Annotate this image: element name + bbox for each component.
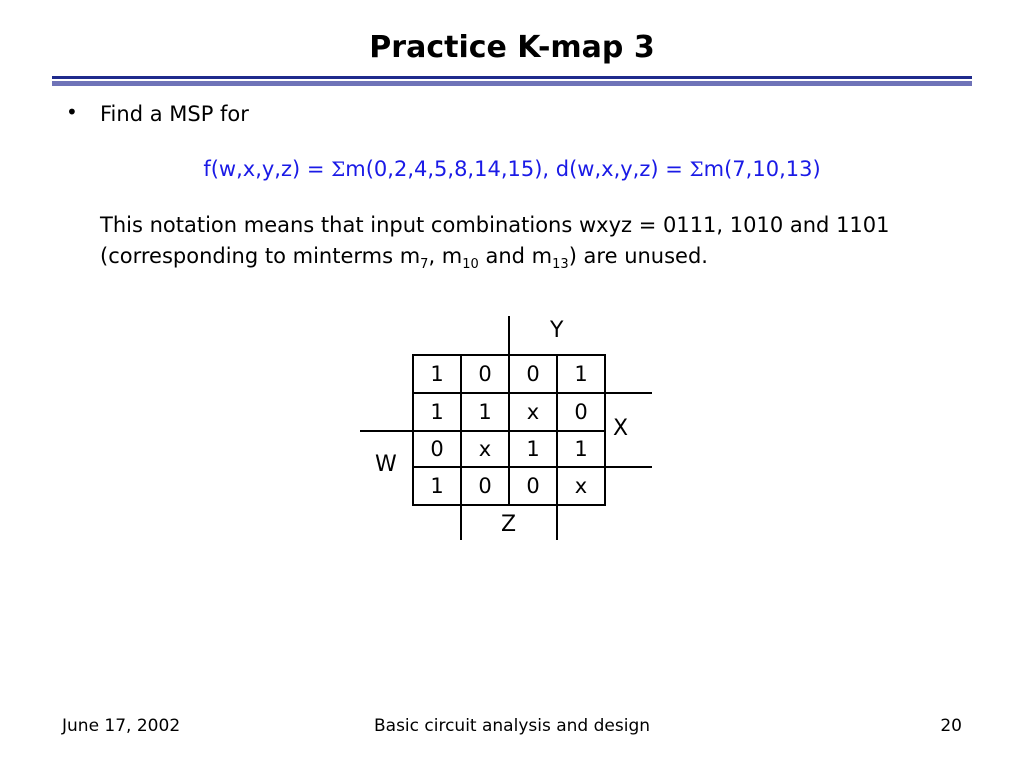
f-terms: m(0,2,4,5,8,14,15), d(w,x,y,z) = <box>345 157 690 181</box>
d-terms: m(7,10,13) <box>703 157 821 181</box>
function-definition <box>0 157 1024 181</box>
title-divider <box>52 76 972 79</box>
bullet-marker: • <box>66 100 78 124</box>
kmap-cell: 0 <box>478 362 492 386</box>
kmap-cell: 1 <box>574 437 588 461</box>
kmap-cell: 1 <box>478 400 492 424</box>
slide-title: Practice K-map 3 <box>369 30 655 65</box>
kmap-label-w: W <box>375 452 397 477</box>
explanation-text: This notation means that input combinations wxyz = 0111, 1010 and 1101 (corresponding to minterms $m_7$, $m_{10}$ and $m_{13}$) are unused. <box>100 213 890 273</box>
footer-date: June 17, 2002 <box>62 716 181 736</box>
kmap-cell: 1 <box>526 437 540 461</box>
footer-page-number: 20 <box>940 716 962 736</box>
sigma-symbol: Σ <box>689 157 704 181</box>
kmap-label-x: X <box>613 416 629 441</box>
kmap-cell: x <box>526 400 540 424</box>
kmap-cell: 0 <box>574 400 588 424</box>
bullet-text: Find a MSP for <box>100 102 249 126</box>
kmap-cell: 0 <box>478 474 492 498</box>
kmap-cell: 1 <box>574 362 588 386</box>
kmap-cell: 1 <box>430 474 444 498</box>
kmap-label-z: Z <box>501 512 517 537</box>
kmap-cell: x <box>574 474 588 498</box>
kmap-cell: 0 <box>430 437 444 461</box>
kmap-cell: 1 <box>430 362 444 386</box>
kmap-cell: 1 <box>430 400 444 424</box>
kmap-label-y: Y <box>550 318 564 343</box>
kmap-cell: x <box>478 437 492 461</box>
explanation-line-1: This notation means that input combinations wxyz = 0111, 1010 and 1101 <box>100 213 890 237</box>
title-divider-shadow <box>52 81 972 86</box>
kmap-cell: 0 <box>526 362 540 386</box>
footer-course: Basic circuit analysis and design <box>373 716 651 736</box>
f-prefix: f(w,x,y,z) = <box>203 157 332 181</box>
kmap-cell: 0 <box>526 474 540 498</box>
sigma-symbol: Σ <box>331 157 346 181</box>
